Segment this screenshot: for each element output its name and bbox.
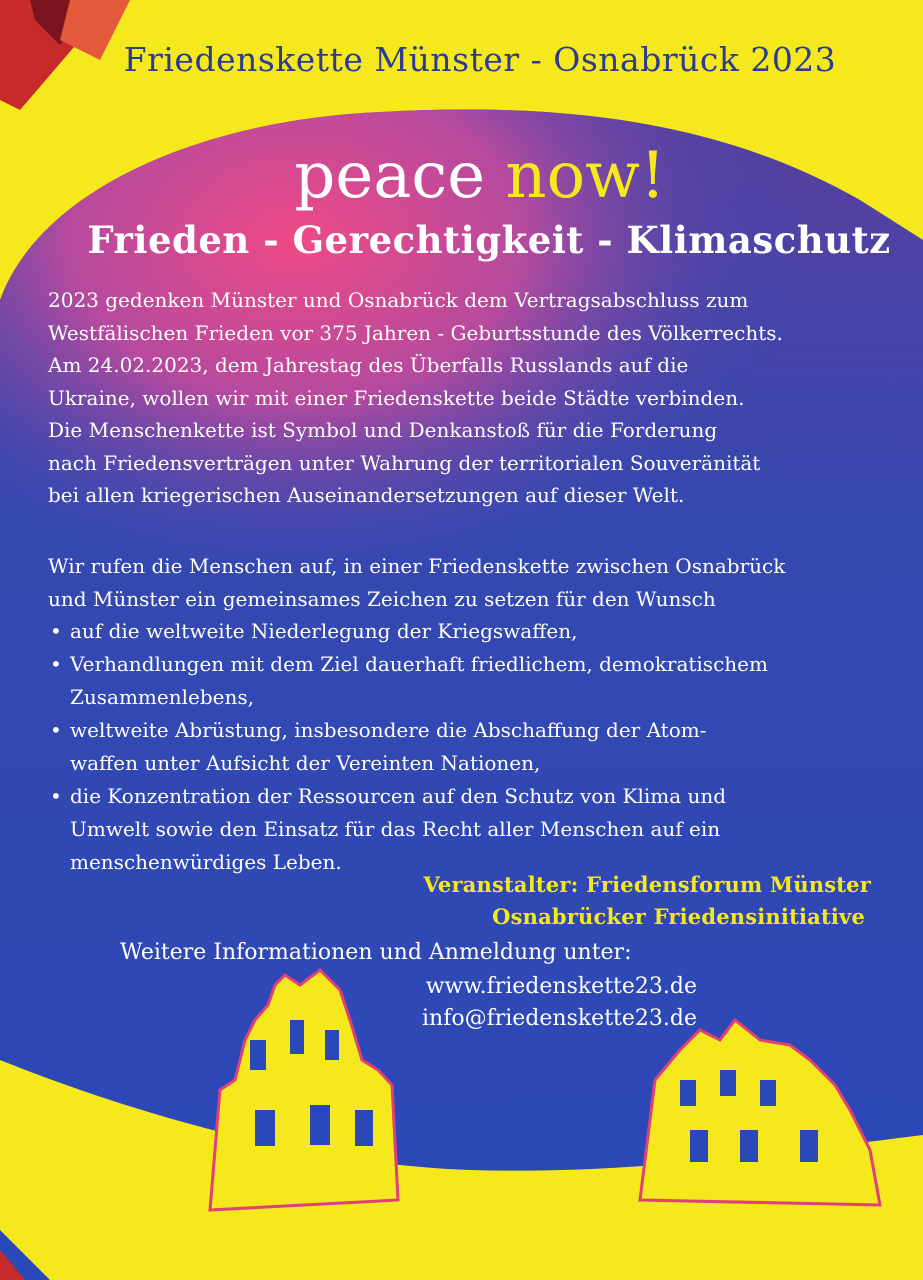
demands-list [48, 615, 888, 879]
headline [0, 138, 923, 214]
paragraph-line: bei allen kriegerischen Auseinandersetzungen auf dieser Welt. [48, 483, 685, 507]
email-link[interactable]: info@friedenskette23.de [421, 1006, 697, 1031]
organizer-line-1: Veranstalter: Friedensforum Münster [423, 872, 871, 897]
list-item-line: • die Konzentration der Ressourcen auf den Schutz von Klima und [70, 784, 727, 808]
intro-paragraph [48, 284, 888, 512]
list-item [48, 780, 888, 879]
list-item-line: • Verhandlungen mit dem Ziel dauerhaft friedlichem, demokratischem [70, 652, 768, 676]
organizer-line-2: Osnabrücker Friedensinitiative [492, 904, 865, 929]
list-item-line: Umwelt sowie den Einsatz für das Recht aller Menschen auf ein [70, 817, 721, 841]
list-item [48, 714, 888, 780]
list-item-line: • auf die weltweite Niederlegung der Kriegswaffen, [70, 619, 578, 643]
call-paragraph [48, 550, 888, 615]
website-link[interactable]: www.friedenskette23.de [425, 974, 697, 999]
list-item [48, 615, 888, 648]
list-item-line: waffen unter Aufsicht der Vereinten Nationen, [70, 751, 541, 775]
headline-now: now! [505, 139, 666, 213]
list-item [48, 648, 888, 714]
paragraph-line: 2023 gedenken Münster und Osnabrück dem Vertragsabschluss zum [48, 288, 749, 312]
paragraph-line: und Münster ein gemeinsames Zeichen zu setzen für den Wunsch [48, 586, 716, 611]
list-item-line: • weltweite Abrüstung, insbesondere die Abschaffung der Atom- [70, 718, 707, 742]
header-title: Friedenskette Münster - Osnabrück 2023 [123, 40, 837, 79]
paragraph-line: Am 24.02.2023, dem Jahrestag des Überfalls Russlands auf die [48, 353, 689, 377]
paragraph-line: nach Friedensverträgen unter Wahrung der territorialen Souveränität [48, 450, 761, 475]
subheadline: Frieden - Gerechtigkeit - Klimaschutz [87, 218, 891, 262]
list-item-line: Zusammenlebens, [70, 685, 254, 709]
info-label: Weitere Informationen und Anmeldung unter: [120, 940, 632, 965]
paragraph-line: Die Menschenkette ist Symbol und Denkanstoß für die Forderung [48, 418, 718, 442]
list-item-line: menschenwürdiges Leben. [70, 850, 342, 874]
paragraph-line: Ukraine, wollen wir mit einer Friedenskette beide Städte verbinden. [48, 385, 745, 410]
paragraph-line: Westfälischen Frieden vor 375 Jahren - Geburtsstunde des Völkerrechts. [48, 320, 783, 345]
paragraph-line: Wir rufen die Menschen auf, in einer Friedenskette zwischen Osnabrück [48, 554, 786, 578]
headline-peace: peace [294, 139, 506, 213]
